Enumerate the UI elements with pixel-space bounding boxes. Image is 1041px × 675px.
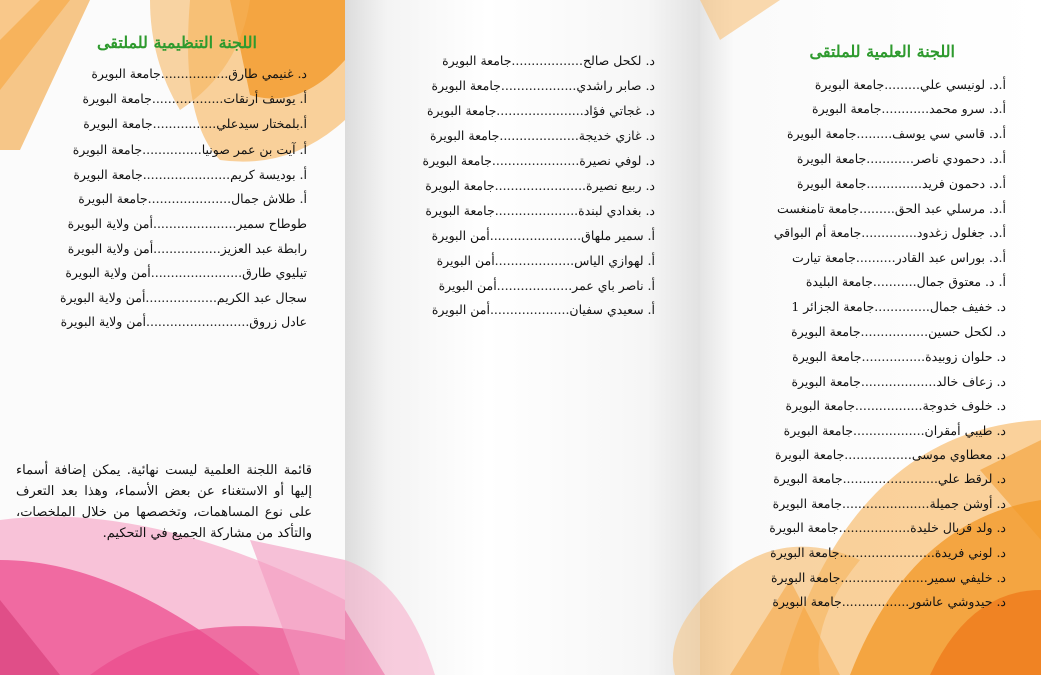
list-item: د. لوفي نصيرة......................جامعة البويرة xyxy=(422,153,655,168)
organizing-committee-list xyxy=(7,0,307,340)
scientific-committee-list xyxy=(706,0,1006,620)
list-item: د. لرقط علي........................جامعة البويرة xyxy=(773,471,1006,486)
middle-members-list xyxy=(355,0,655,320)
list-item: د. غازي خديجة....................جامعة البويرة xyxy=(429,128,655,143)
list-item: د. بغدادي لبندة.....................جامعة البويرة xyxy=(425,203,655,218)
list-item: أ.د. جغلول زغدود..............جامعة أم البواقي xyxy=(773,225,1006,240)
list-item: طوطاح سمير.....................أمن ولاية البويرة xyxy=(67,216,307,231)
list-item: أ.د. بوراس عبد القادر..........جامعة تيارت xyxy=(792,250,1006,265)
list-item: أ.د. دحمون فريد..............جامعة البويرة xyxy=(796,176,1006,191)
list-item: أ. طلاش جمال.....................جامعة البويرة xyxy=(78,191,307,206)
list-item: أ.د. قاسي سي يوسف.........جامعة البويرة xyxy=(787,126,1006,141)
list-item: د. لكحل صالح..................جامعة البويرة xyxy=(442,53,655,68)
list-item: د. خفيف جمال..............جامعة الجزائر 1 xyxy=(791,299,1006,314)
list-item: أ. آيت بن عمر صونيا...............جامعة البويرة xyxy=(72,142,307,157)
list-item: أ.د. سرو محمد............جامعة البويرة xyxy=(812,101,1006,116)
list-item: رابطة عبد العزيز.................أمن ولاية البويرة xyxy=(67,241,307,256)
list-item: سجال عبد الكريم..................أمن ولاية البويرة xyxy=(60,290,307,305)
right-panel xyxy=(700,0,1041,675)
list-item: أ. د. معتوق جمال...........جامعة البليدة xyxy=(805,274,1006,289)
middle-panel xyxy=(345,0,700,675)
list-item: د. لكحل حسين.................جامعة البويرة xyxy=(791,324,1006,339)
list-item: د. غجاتي فؤاد......................جامعة البويرة xyxy=(426,103,655,118)
list-item: أ. يوسف أرنقات..................جامعة البويرة xyxy=(82,91,307,106)
list-item: أ. بوديسة كريم......................جامعة البويرة xyxy=(73,167,307,182)
committee-note: قائمة اللجنة العلمية ليست نهائية. يمكن إضافة أسماء إليها أو الاستغناء عن بعض الأسماء، وهذا بعد التعرف على نوع المساهمات، وتخصصها من خلال الملخصات، والتأكد من مشاركة الجميع في التحكيم. xyxy=(16,463,312,541)
list-item: د. صابر راشدي...................جامعة البويرة xyxy=(431,78,655,93)
list-item: د. حلوان زوبيدة................جامعة البويرة xyxy=(792,349,1006,364)
list-item: أ. سمير ملهاق.......................أمن البويرة xyxy=(431,228,655,243)
list-item: د. حيدوشي عاشور.................جامعة البويرة xyxy=(772,594,1006,609)
list-item: د. ربيع نصيرة.......................جامعة البويرة xyxy=(425,178,655,193)
list-item: د. ولد قربال خليدة..................جامعة البويرة xyxy=(769,520,1006,535)
list-item: د. معطاوي موسى.................جامعة البويرة xyxy=(774,447,1006,462)
list-item: أ.بلمختار سيدعلي................جامعة البويرة xyxy=(83,116,307,131)
list-item: د. غنيمي طارق.................جامعة البويرة xyxy=(91,66,307,81)
left-panel xyxy=(0,0,345,675)
list-item: أ. لهوازي الياس....................أمن البويرة xyxy=(436,253,655,268)
list-item: عادل زروق..........................أمن ولاية البويرة xyxy=(60,314,307,329)
list-item: د. طيبي أمقران..................جامعة البويرة xyxy=(783,423,1006,438)
organizing-committee-title: اللجنة التنظيمية للملتقى xyxy=(96,33,257,52)
list-item: أ. ناصر باي عمر...................أمن البويرة xyxy=(438,278,655,293)
list-item: د. خلوف خدوجة.................جامعة البويرة xyxy=(785,398,1006,413)
scientific-committee-title: اللجنة العلمية للملتقى xyxy=(809,42,955,61)
list-item: أ.د. دحمودي ناصر............جامعة البويرة xyxy=(796,151,1006,166)
list-item: أ.د. مرسلي عبد الحق.........جامعة تامنغست xyxy=(776,201,1006,216)
list-item: د. خليفي سمير......................جامعة البويرة xyxy=(770,570,1006,585)
list-item: أ. سعيدي سفيان....................أمن البويرة xyxy=(431,302,655,317)
list-item: د. لوني فريدة........................جامعة البويرة xyxy=(770,545,1006,560)
list-item: د. أوشن جميلة......................جامعة البويرة xyxy=(772,496,1006,511)
list-item: أ.د. لونيسي علي.........جامعة البويرة xyxy=(814,77,1006,92)
list-item: د. زعاف خالد...................جامعة البويرة xyxy=(791,374,1006,389)
list-item: تيليوي طارق.......................أمن ولاية البويرة xyxy=(65,265,307,280)
